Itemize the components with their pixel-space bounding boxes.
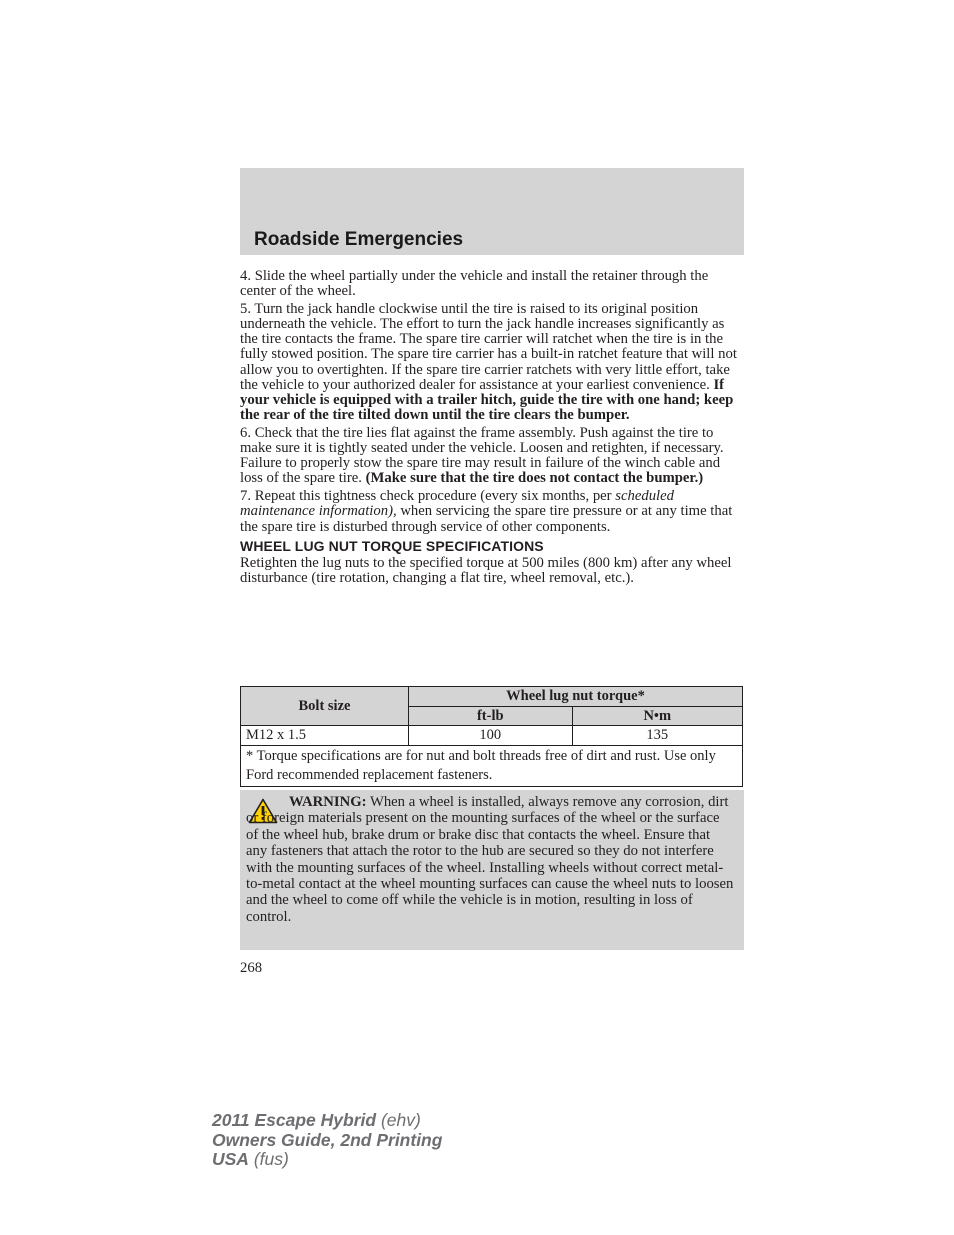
footer-guide: Owners Guide, 2nd Printing — [212, 1129, 443, 1150]
warning-label: WARNING: — [289, 794, 367, 810]
step-5-bold: If your vehicle is equipped with a trailer hitch, guide the tire with one hand; keep the rear of the tire tilted down until the tire clears the bumper. — [240, 376, 734, 423]
step-5-text: 5. Turn the jack handle clockwise until the tire is raised to its original position underneath the vehicle. The effort to turn the jack handle increases significantly as the tire contacts the frame. The spare tire carrier will ratchet when the tire is in the fully stowed position. The spare tire carrier has a built-in ratchet feature that will not allow you to overtighten. If the spare tire carrier ratchets with very little effort, take the vehicle to your authorized dealer for assistance at your earliest convenience. — [240, 301, 737, 393]
footer-model-code: (ehv) — [380, 1110, 421, 1130]
instructions-body — [240, 269, 745, 589]
unit-ftlb: ft-lb — [409, 707, 573, 726]
step-7 — [240, 489, 745, 534]
warning-text — [246, 794, 734, 925]
footer-market: USA — [212, 1149, 249, 1169]
table-footnote: * Torque specifications are for nut and bolt threads free of dirt and rust. Use only Ford recommended replacement fasteners. — [241, 746, 743, 787]
footer — [212, 1111, 442, 1170]
torque-intro: Retighten the lug nuts to the specified torque at 500 miles (800 km) after any wheel disturbance (tire rotation, changing a flat tire, wheel removal, etc.). — [240, 554, 732, 586]
step-7-post: when servicing the spare tire pressure or at any time that the spare tire is disturbed through service of other components. — [240, 503, 733, 535]
table-header-row — [241, 687, 743, 707]
step-6 — [240, 426, 745, 486]
step-4 — [240, 269, 745, 299]
footer-line-3 — [212, 1150, 442, 1170]
footer-market-code: (fus) — [253, 1149, 289, 1169]
step-6-text: 6. Check that the tire lies flat against the frame assembly. Push against the tire to make sure it is tightly seated under the vehicle. Loosen and retighten, if necessary. Failure to properly stow the spare tire may result in failure of the winch cable and loss of the spare tire. — [240, 424, 724, 487]
torque-table — [240, 686, 743, 787]
warning-body: When a wheel is installed, always remove any corrosion, dirt or foreign materials present on the mounting surfaces of the wheel or the surface of the wheel hub, brake drum or brake disc that contacts the wheel. Ensure that any fasteners that attach the rotor to the hub are secured so they do not interfere with the mounting surfaces of the wheel. Installing wheels without correct metal-to-metal contact at the wheel mounting surfaces can cause the wheel nuts to loosen and the wheel to come off while the vehicle is in motion, resulting in loss of control. — [246, 794, 734, 925]
step-6-bold: (Make sure that the tire does not contact the bumper.) — [365, 470, 704, 487]
step-7-italic: scheduled maintenance information), — [240, 488, 674, 520]
unit-nm: N•m — [572, 707, 742, 726]
page-number: 268 — [240, 960, 263, 976]
cell-bolt: M12 x 1.5 — [241, 726, 409, 746]
warning-box — [240, 790, 744, 950]
step-7-pre: 7. Repeat this tightness check procedure (every six months, per — [240, 488, 612, 505]
col-bolt-size: Bolt size — [241, 687, 409, 726]
footer-line-2 — [212, 1131, 442, 1151]
step-5 — [240, 302, 745, 423]
col-torque: Wheel lug nut torque* — [409, 687, 743, 707]
section-title: Roadside Emergencies — [254, 229, 464, 250]
footer-line-1 — [212, 1111, 442, 1131]
table-row — [241, 726, 743, 746]
cell-ftlb: 100 — [409, 726, 573, 746]
torque-heading: WHEEL LUG NUT TORQUE SPECIFICATIONS — [240, 537, 544, 554]
footer-model: 2011 Escape Hybrid — [212, 1110, 377, 1130]
table-footnote-row — [241, 746, 743, 787]
cell-nm: 135 — [572, 726, 742, 746]
step-4-text: 4. Slide the wheel partially under the vehicle and install the retainer through the center of the wheel. — [240, 268, 709, 300]
